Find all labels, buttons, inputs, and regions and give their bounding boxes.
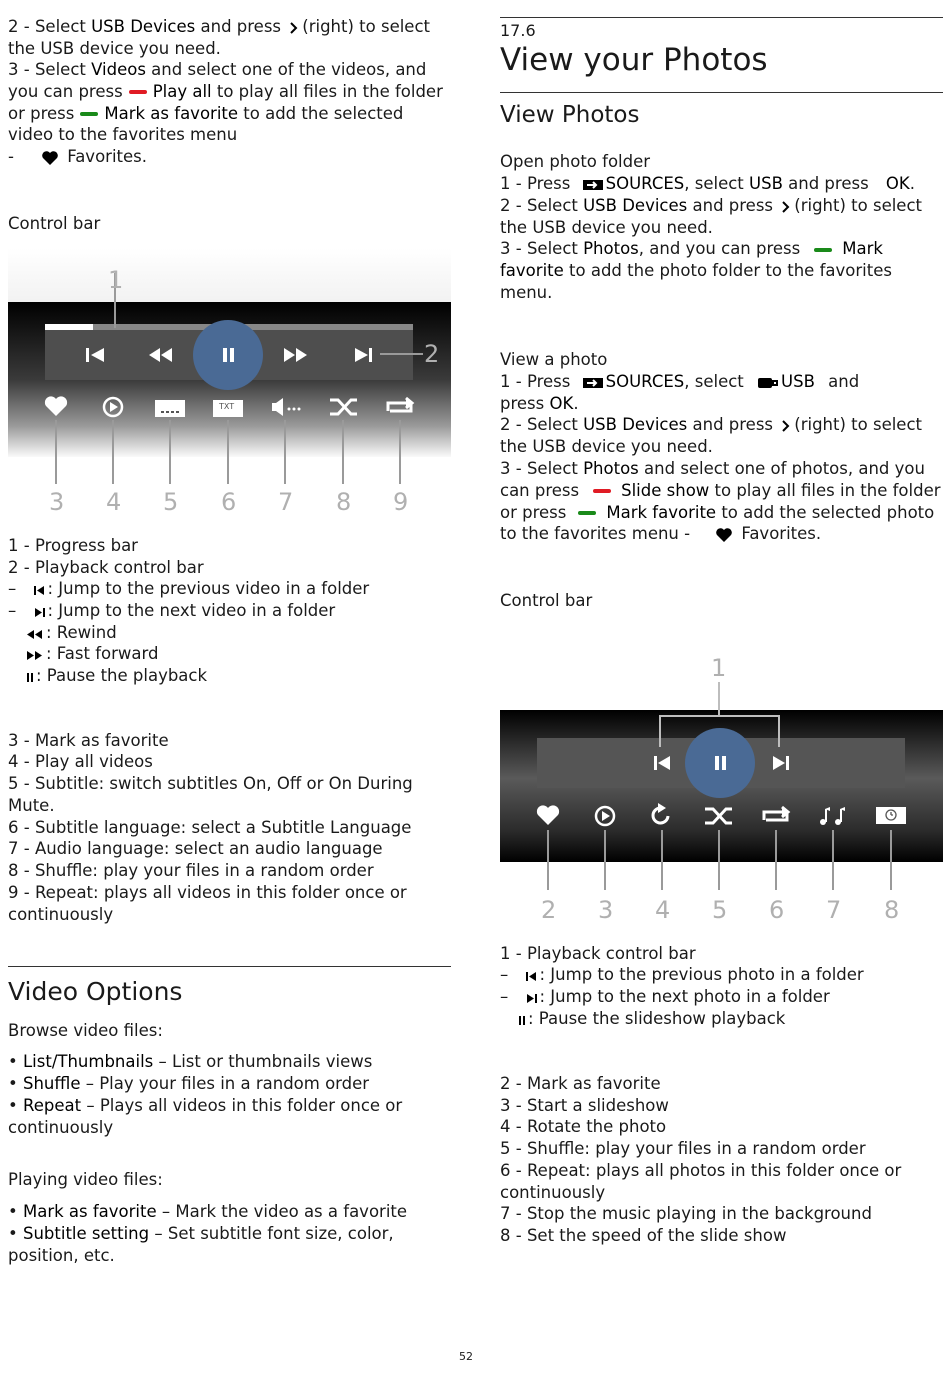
figure-label-1: 1 (108, 266, 124, 294)
legend-slideshow: 3 - Start a slideshow (500, 1096, 669, 1115)
figure-label-5: 5 (712, 896, 728, 924)
legend-audio-language: 7 - Audio language: select an audio language (8, 839, 383, 858)
red-button-icon (129, 90, 147, 94)
open-folder-step-1: 1 - Press SOURCES, select USB and press OK. (500, 174, 915, 193)
figure-label-7: 7 (826, 896, 842, 924)
green-button-icon (80, 112, 98, 116)
figure-label-2: 2 (541, 896, 557, 924)
speed-icon (876, 807, 906, 824)
legend-fast-forward: : Fast forward (24, 643, 467, 665)
legend-subtitle-language: 6 - Subtitle language: select a Subtitle Language (8, 818, 412, 837)
figure-label-8: 8 (884, 896, 900, 924)
legend-next: – : Jump to the next video in a folder (8, 601, 336, 620)
sources-icon (582, 376, 604, 390)
legend-mark-favorite: 2 - Mark as favorite (500, 1074, 661, 1093)
fast-forward-icon (24, 649, 46, 661)
section-subtitle: View Photos (500, 102, 640, 128)
section-number: 17.6 (500, 21, 536, 40)
figure-label-4: 4 (106, 488, 122, 516)
subtitle-icon (155, 400, 185, 417)
previous-icon (32, 584, 48, 596)
left-favorites-line: - Favorites. (8, 147, 147, 166)
txt-icon (213, 400, 243, 417)
legend-shuffle: 8 - Shuffle: play your files in a random order (8, 861, 374, 880)
next-icon (524, 992, 540, 1004)
pause-icon (24, 671, 36, 683)
divider (8, 966, 451, 967)
legend-next: – : Jump to the next photo in a folder (500, 987, 830, 1006)
next-icon (32, 606, 48, 618)
left-step-3: 3 - Select Videos and select one of the videos, and you can press Play all to play all files in the folder or press Mark as favorite to add the selected video to the favorites menu (8, 60, 443, 145)
playing-item: • Mark as favorite – Mark the video as a favorite (8, 1202, 408, 1221)
legend-shuffle: 5 - Shuffle: play your files in a random order (500, 1139, 866, 1158)
pause-icon (516, 1014, 528, 1026)
legend-mark-favorite: 3 - Mark as favorite (8, 731, 169, 750)
legend-playback-bar: 2 - Playback control bar (8, 558, 204, 577)
view-photo-step-3: 3 - Select Photos and select one of photos, and you can press Slide show to play all files in the folder or press Mark favorite to add the selected photo to the favorites menu - Favorites. (500, 459, 941, 544)
browse-item: • Shuffle – Play your files in a random order (8, 1074, 370, 1093)
figure-label-7: 7 (278, 488, 294, 516)
green-button-icon (578, 511, 596, 515)
figure-label-5: 5 (163, 488, 179, 516)
figure-label-2: 2 (424, 340, 440, 368)
sources-icon (582, 178, 604, 192)
page-title: View your Photos (500, 42, 768, 78)
view-photo-step-2: 2 - Select USB Devices and press (right) to select the USB device you need. (500, 415, 923, 456)
usb-icon (757, 376, 779, 390)
video-control-bar-figure (8, 248, 451, 518)
chevron-right-icon (778, 200, 794, 214)
playing-item: • Subtitle setting – Set subtitle font size, color, position, etc. (8, 1224, 394, 1265)
legend-playback-bar: 1 - Playback control bar (500, 944, 696, 963)
legend-previous: – : Jump to the previous video in a folder (8, 579, 370, 598)
legend-slide-speed: 8 - Set the speed of the slide show (500, 1226, 787, 1245)
chevron-right-icon (286, 21, 302, 35)
legend-repeat: 6 - Repeat: plays all photos in this folder once or continuously (500, 1161, 902, 1202)
figure-label-9: 9 (393, 488, 409, 516)
playing-title: Playing video files: (8, 1170, 163, 1189)
browse-item: • List/Thumbnails – List or thumbnails views (8, 1052, 373, 1071)
open-folder-step-2: 2 - Select USB Devices and press (right) to select the USB device you need. (500, 196, 923, 237)
red-button-icon (593, 489, 611, 493)
legend-pause: : Pause the slideshow playback (516, 1008, 950, 1030)
open-folder-title: Open photo folder (500, 152, 651, 171)
divider (500, 92, 943, 93)
legend-rotate: 4 - Rotate the photo (500, 1117, 667, 1136)
page-number: 52 (459, 1350, 473, 1363)
legend-repeat: 9 - Repeat: plays all videos in this folder once or continuously (8, 883, 407, 924)
legend-progress-bar: 1 - Progress bar (8, 536, 138, 555)
legend-stop-music: 7 - Stop the music playing in the background (500, 1204, 872, 1223)
open-folder-step-3: 3 - Select Photos, and you can press Mark favorite to add the photo folder to the favorites menu. (500, 239, 892, 302)
previous-icon (524, 970, 540, 982)
browse-title: Browse video files: (8, 1021, 163, 1040)
figure-label-4: 4 (655, 896, 671, 924)
heart-icon (41, 150, 59, 166)
left-control-bar-title: Control bar (8, 214, 101, 233)
figure-label-6: 6 (221, 488, 237, 516)
figure-label-8: 8 (336, 488, 352, 516)
svg-text:TXT: TXT (219, 402, 235, 411)
figure-label-6: 6 (769, 896, 785, 924)
view-photo-step-1: 1 - Press SOURCES, select USB and press OK. (500, 372, 860, 413)
right-control-bar-title: Control bar (500, 591, 593, 610)
rewind-icon (24, 628, 46, 640)
legend-rewind: : Rewind (24, 622, 467, 644)
divider (500, 17, 943, 18)
figure-label-3: 3 (49, 488, 65, 516)
view-photo-title: View a photo (500, 350, 608, 369)
photo-control-bar-figure (500, 650, 943, 930)
green-button-icon (814, 248, 832, 252)
legend-pause: : Pause the playback (24, 665, 467, 687)
browse-item: • Repeat – Plays all videos in this folder once or continuously (8, 1096, 403, 1137)
legend-play-all: 4 - Play all videos (8, 752, 153, 771)
left-step-2: 2 - Select USB Devices and press (right) to select the USB device you need. (8, 17, 431, 58)
figure-label-3: 3 (598, 896, 614, 924)
figure-label-1: 1 (711, 654, 727, 682)
video-options-title: Video Options (8, 977, 183, 1006)
legend-previous: – : Jump to the previous photo in a folder (500, 965, 864, 984)
heart-icon (715, 527, 733, 543)
legend-subtitle: 5 - Subtitle: switch subtitles On, Off or On During Mute. (8, 774, 413, 815)
chevron-right-icon (778, 419, 794, 433)
